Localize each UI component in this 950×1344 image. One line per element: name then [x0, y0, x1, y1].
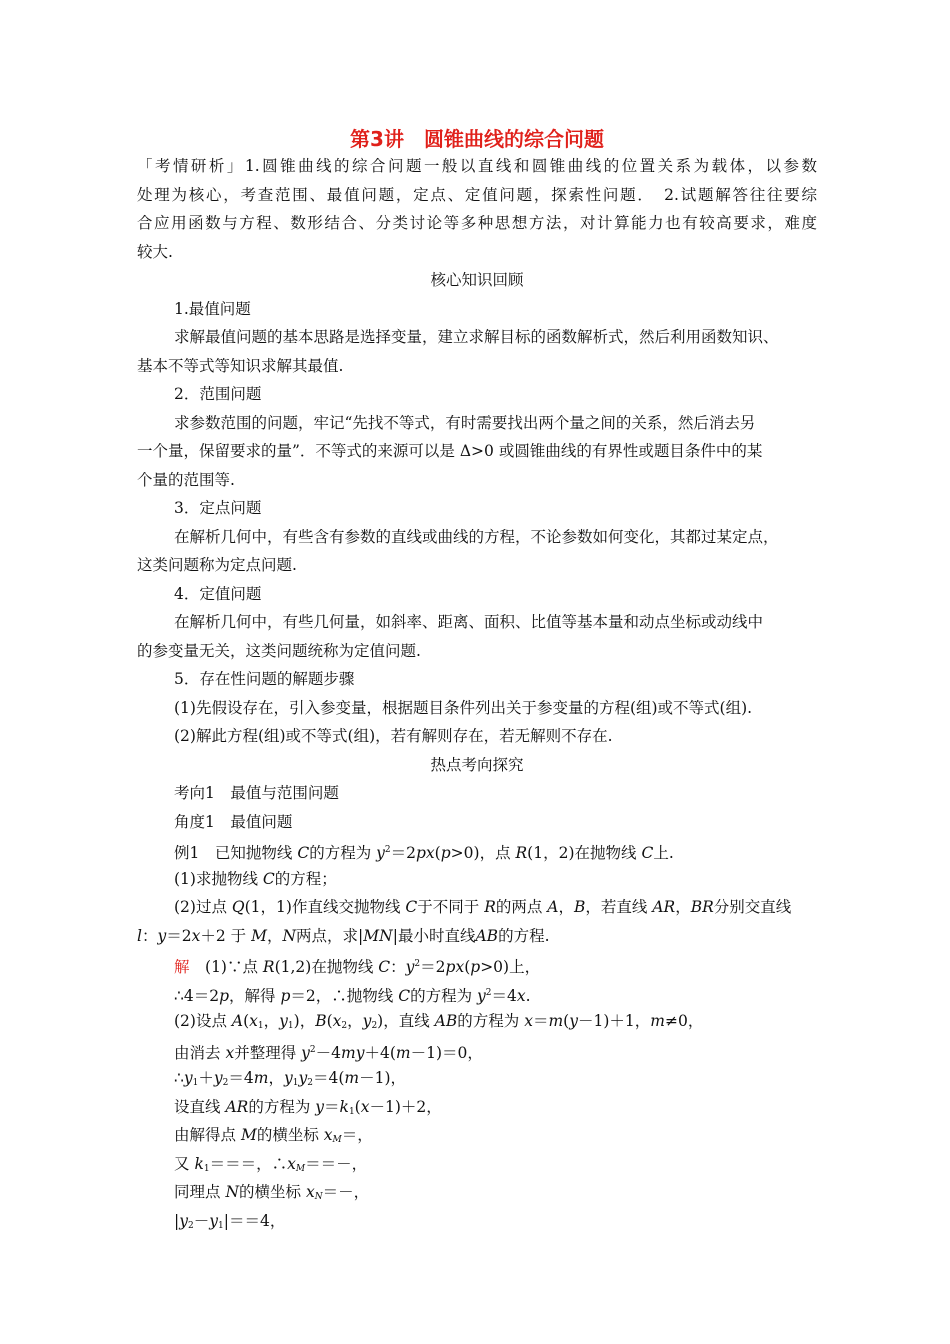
solution-label: 解 — [174, 958, 190, 976]
example-question-2-line-2: l：y＝2x＋2 于 M，N两点，求|MN|最小时直线AB的方程. — [137, 927, 550, 945]
item4-body-1: 在解析几何中，有些几何量，如斜率、距离、面积、比值等基本量和动点坐标或动线中 — [174, 613, 764, 631]
solution-line-4: 由消去 x并整理得 $y^2-4my+4(m-1)=0$， — [174, 1044, 483, 1062]
item1-title: 1.最值问题 — [174, 300, 251, 318]
solution-line-6: 设直线 AR的方程为 $y=k_1(x-1)+2$， — [174, 1098, 442, 1117]
intro-line-4: 较大. — [137, 243, 173, 261]
page-title: 第3讲 圆锥曲线的综合问题 — [350, 127, 604, 151]
item2-body-1: 求参数范围的问题，牢记“先找不等式，有时需要找出两个量之间的关系，然后消去另 — [174, 414, 756, 432]
solution-line-9: 同理点 N的横坐标 $x_N=-$， — [174, 1183, 370, 1202]
item1-body-1: 求解最值问题的基本思路是选择变量，建立求解目标的函数解析式，然后利用函数知识、 — [174, 328, 779, 346]
section-heading-hot: 热点考向探究 — [430, 756, 524, 774]
solution-line-5: $\therefore y_1+y_2=4m$，$y_1y_2=4(m-1)$， — [174, 1069, 407, 1088]
intro-line-3: 合应用函数与方程、数形结合、分类讨论等多种思想方法，对计算能力也有较高要求，难度 — [137, 214, 817, 232]
solution-line-10: $|y_2-y_1|==4$， — [174, 1212, 286, 1231]
item5-title: 5．存在性问题的解题步骤 — [174, 670, 355, 688]
example-question-1: (1)求抛物线 C的方程； — [174, 870, 337, 888]
item2-body-3: 个量的范围等. — [137, 471, 235, 489]
solution-line-8: 又 $k_1===$，$\therefore x_M==-$， — [174, 1155, 368, 1174]
direction-heading: 考向1 最值与范围问题 — [174, 784, 339, 802]
item4-title: 4．定值问题 — [174, 585, 262, 603]
item3-body-1: 在解析几何中，有些含有参数的直线或曲线的方程，不论参数如何变化，其都过某定点， — [174, 528, 779, 546]
angle-heading: 角度1 最值问题 — [174, 813, 293, 831]
intro-line-1: 「考情研析」1.圆锥曲线的综合问题一般以直线和圆锥曲线的位置关系为载体，以参数 — [137, 157, 817, 175]
intro-line-2: 处理为核心，考查范围、最值问题，定点、定值问题，探索性问题． 2.试题解答往往要综 — [137, 186, 817, 204]
example-stem: 例1 已知抛物线 C的方程为 $y^2=2px(p>0)$，点 R(1，2)在抛物线 C上. — [174, 844, 674, 862]
solution-line-7: 由解得点 M的横坐标 $x_M=$， — [174, 1126, 373, 1145]
item5-step2: (2)解此方程(组)或不等式(组)，若有解则存在，若无解则不存在. — [174, 727, 613, 745]
item1-body-2: 基本不等式等知识求解其最值. — [137, 357, 344, 375]
item2-title: 2．范围问题 — [174, 385, 262, 403]
section-heading-knowledge: 核心知识回顾 — [430, 271, 524, 289]
item2-body-2: 一个量，保留要求的量”．不等式的来源可以是 Δ>0 或圆锥曲线的有界性或题目条件中的某 — [137, 442, 763, 460]
solution-line-1: 解 (1)∵点 R(1,2)在抛物线 C：$y^2=2px(p>0)$上， — [174, 958, 541, 976]
solution-line-2: ∴4＝2p，解得 p＝2，∴抛物线 C的方程为 $y^2=4x$. — [174, 987, 531, 1005]
example-question-2-line-1: (2)过点 Q(1，1)作直线交抛物线 C于不同于 R的两点 A，B，若直线 AR，BR分别交直线 — [174, 898, 792, 916]
item5-step1: (1)先假设存在，引入参变量，根据题目条件列出关于参变量的方程(组)或不等式(组). — [174, 699, 753, 717]
solution-line-3: (2)设点 $A(x_1$，$y_1$)，$B(x_2$，$y_2$)，直线 AB的方程为 x＝m(y－1)＋1，m≠0， — [174, 1012, 704, 1031]
item3-title: 3．定点问题 — [174, 499, 262, 517]
item4-body-2: 的参变量无关，这类问题统称为定值问题. — [137, 642, 421, 660]
item3-body-2: 这类问题称为定点问题. — [137, 556, 297, 574]
